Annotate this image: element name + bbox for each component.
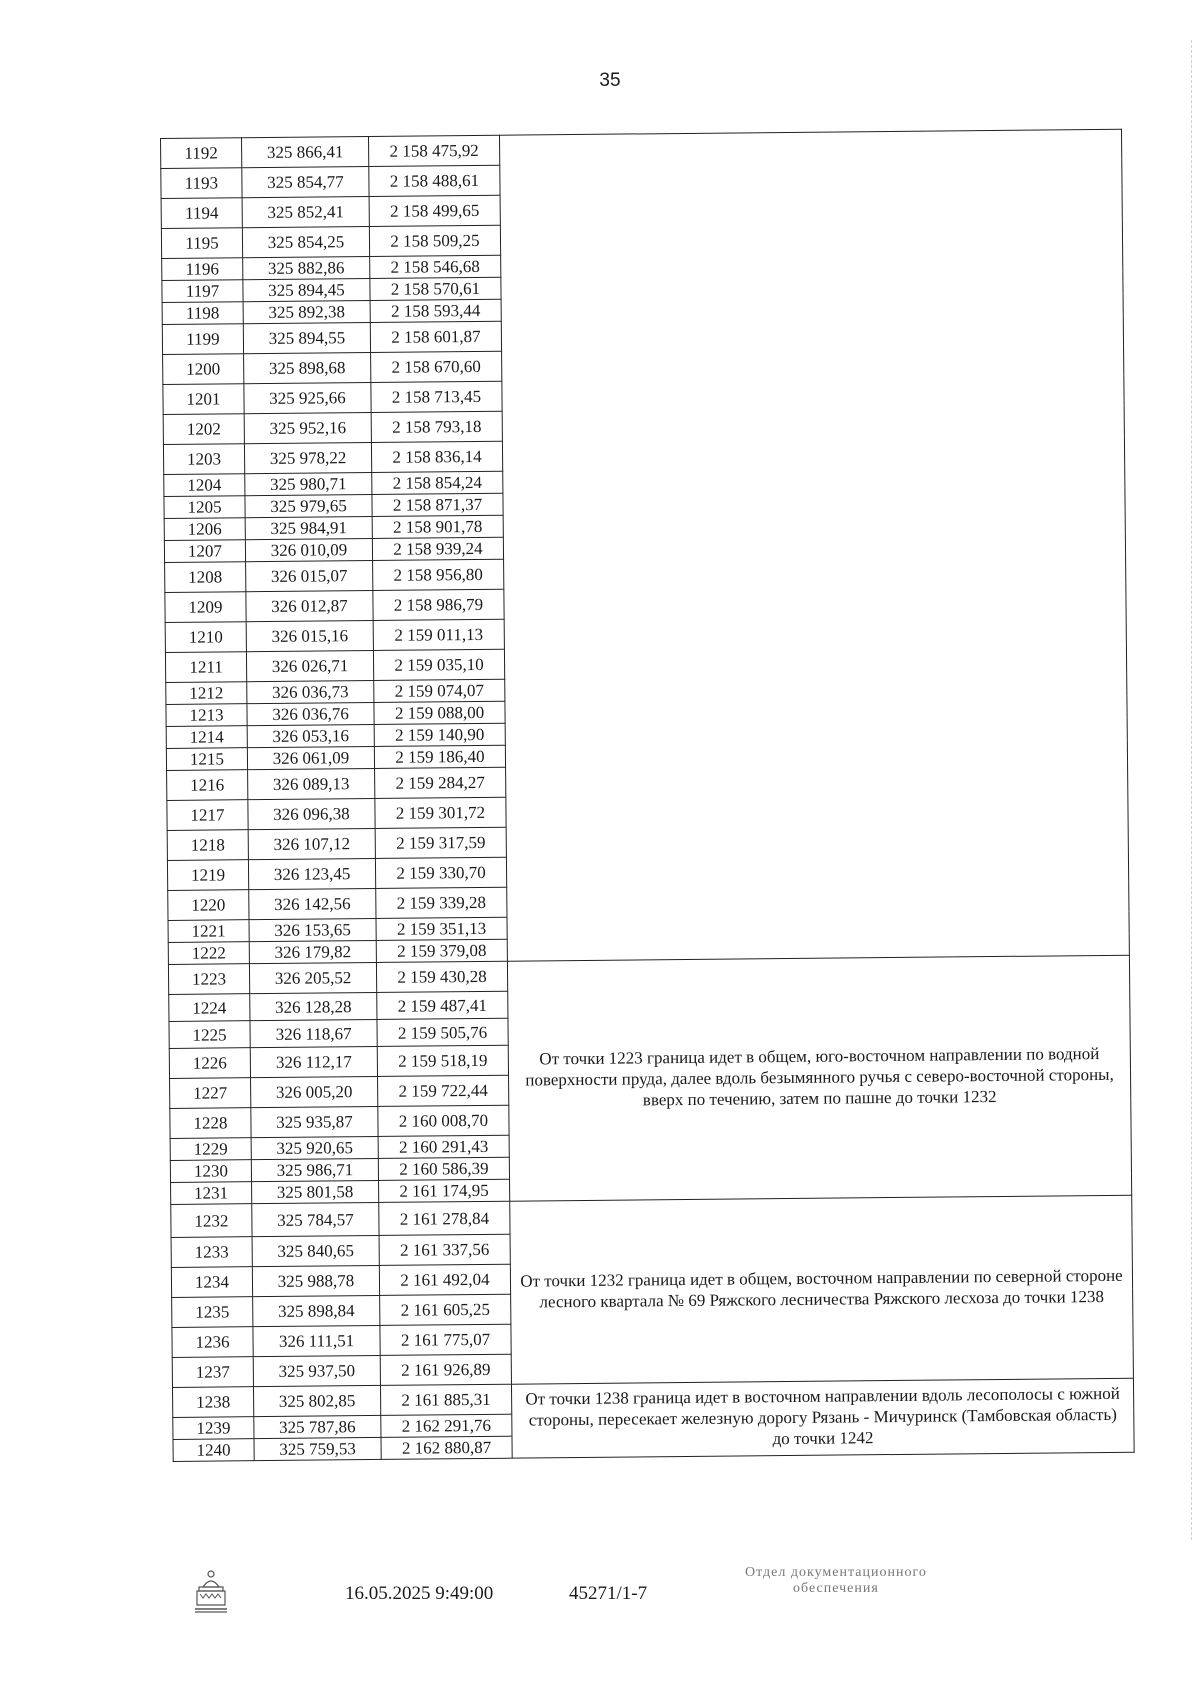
- point-number-cell: 1239: [173, 1417, 254, 1440]
- x-coordinate-cell: 326 128,28: [250, 992, 377, 1020]
- y-coordinate-cell: 2 159 088,00: [374, 701, 505, 724]
- x-coordinate-cell: 325 898,84: [253, 1295, 380, 1326]
- point-number-cell: 1213: [166, 704, 247, 727]
- point-number-cell: 1203: [163, 444, 244, 475]
- point-number-cell: 1222: [168, 942, 249, 965]
- point-number-cell: 1221: [168, 920, 249, 943]
- y-coordinate-cell: 2 158 488,61: [369, 165, 500, 196]
- y-coordinate-cell: 2 159 011,13: [373, 619, 504, 650]
- x-coordinate-cell: 326 015,07: [246, 560, 373, 591]
- x-coordinate-cell: 326 111,51: [253, 1325, 380, 1356]
- y-coordinate-cell: 2 158 854,24: [372, 471, 503, 494]
- point-number-cell: 1201: [163, 384, 244, 415]
- point-number-cell: 1231: [171, 1182, 252, 1205]
- x-coordinate-cell: 325 854,25: [242, 226, 369, 257]
- boundary-description-cell: От точки 1238 граница идет в восточном направлении вдоль лесополосы с южной стороны, пересекает железную дорогу Рязань - Мичуринск (Тамбовская область) до точки 1242: [511, 1378, 1134, 1458]
- x-coordinate-cell: 326 107,12: [248, 828, 375, 859]
- x-coordinate-cell: 326 153,65: [249, 918, 376, 941]
- y-coordinate-cell: 2 159 351,13: [376, 917, 507, 940]
- y-coordinate-cell: 2 161 492,04: [379, 1264, 510, 1295]
- x-coordinate-cell: 325 787,86: [254, 1415, 381, 1438]
- x-coordinate-cell: 325 894,45: [243, 278, 370, 301]
- point-number-cell: 1228: [170, 1108, 251, 1139]
- y-coordinate-cell: 2 158 499,65: [369, 195, 500, 226]
- point-number-cell: 1210: [165, 622, 246, 653]
- point-number-cell: 1208: [165, 562, 246, 593]
- x-coordinate-cell: 325 898,68: [244, 352, 371, 383]
- point-number-cell: 1227: [170, 1078, 251, 1109]
- point-number-cell: 1196: [162, 258, 243, 281]
- x-coordinate-cell: 325 980,71: [245, 472, 372, 495]
- y-coordinate-cell: 2 158 601,87: [370, 321, 501, 352]
- x-coordinate-cell: 326 010,09: [245, 538, 372, 561]
- x-coordinate-cell: 326 005,20: [251, 1076, 378, 1107]
- boundary-description-cell: [499, 129, 1129, 961]
- y-coordinate-cell: 2 159 317,59: [375, 827, 506, 858]
- footer-document-code: 45271/1-7: [569, 1583, 648, 1604]
- point-number-cell: 1218: [167, 830, 248, 861]
- y-coordinate-cell: 2 159 035,10: [373, 649, 504, 680]
- y-coordinate-cell: 2 161 885,31: [380, 1384, 511, 1415]
- point-number-cell: 1219: [167, 860, 248, 891]
- boundary-description-cell: От точки 1223 граница идет в общем, юго-восточном направлении по водной поверхности пруда, далее вдоль безымянного ручья с северо-восточной стороны, вверх по течению, затем по пашне до точки 1232: [507, 955, 1131, 1201]
- point-number-cell: 1237: [172, 1357, 253, 1388]
- x-coordinate-cell: 326 112,17: [250, 1046, 377, 1077]
- y-coordinate-cell: 2 159 518,19: [377, 1045, 508, 1076]
- point-number-cell: 1199: [162, 324, 243, 355]
- point-number-cell: 1200: [163, 354, 244, 385]
- x-coordinate-cell: 326 036,76: [247, 702, 374, 725]
- x-coordinate-cell: 326 089,13: [248, 768, 375, 799]
- x-coordinate-cell: 326 142,56: [249, 888, 376, 919]
- y-coordinate-cell: 2 162 291,76: [381, 1414, 512, 1437]
- y-coordinate-cell: 2 158 570,61: [370, 277, 501, 300]
- y-coordinate-cell: 2 158 871,37: [372, 493, 503, 516]
- boundary-description-cell: От точки 1232 граница идет в общем, восточном направлении по северной стороне лесного квартала № 69 Ряжского лесничества Ряжского лесхоза до точки 1238: [510, 1195, 1134, 1384]
- y-coordinate-cell: 2 158 939,24: [372, 537, 503, 560]
- x-coordinate-cell: 326 012,87: [246, 590, 373, 621]
- point-number-cell: 1198: [162, 302, 243, 325]
- table-row: [161, 129, 1122, 168]
- x-coordinate-cell: 325 984,91: [245, 516, 372, 539]
- point-number-cell: 1229: [170, 1138, 251, 1161]
- y-coordinate-cell: 2 161 337,56: [379, 1234, 510, 1265]
- point-number-cell: 1192: [161, 138, 242, 169]
- y-coordinate-cell: 2 159 430,28: [376, 961, 507, 992]
- point-number-cell: 1225: [169, 1021, 250, 1049]
- y-coordinate-cell: 2 161 775,07: [380, 1324, 511, 1355]
- x-coordinate-cell: 325 866,41: [242, 136, 369, 167]
- page-number: 35: [599, 70, 621, 91]
- point-number-cell: 1209: [165, 592, 246, 623]
- x-coordinate-cell: 326 205,52: [249, 962, 376, 993]
- point-number-cell: 1207: [164, 540, 245, 563]
- boundary-coordinates-table: [160, 129, 1135, 1462]
- point-number-cell: 1205: [164, 496, 245, 519]
- y-coordinate-cell: 2 159 505,76: [377, 1018, 508, 1046]
- point-number-cell: 1195: [161, 228, 242, 259]
- point-number-cell: 1194: [161, 198, 242, 229]
- x-coordinate-cell: 325 920,65: [251, 1136, 378, 1159]
- point-number-cell: 1223: [168, 964, 249, 995]
- x-coordinate-cell: 326 036,73: [247, 680, 374, 703]
- y-coordinate-cell: 2 159 330,70: [375, 857, 506, 888]
- x-coordinate-cell: 325 988,78: [252, 1265, 379, 1296]
- y-coordinate-cell: 2 158 546,68: [370, 255, 501, 278]
- x-coordinate-cell: 326 061,09: [247, 746, 374, 769]
- y-coordinate-cell: 2 159 339,28: [376, 887, 507, 918]
- y-coordinate-cell: 2 160 586,39: [378, 1157, 509, 1180]
- y-coordinate-cell: 2 158 793,18: [371, 411, 502, 442]
- x-coordinate-cell: 325 801,58: [252, 1180, 379, 1203]
- y-coordinate-cell: 2 159 284,27: [375, 767, 506, 798]
- y-coordinate-cell: 2 159 140,90: [374, 723, 505, 746]
- scan-edge-marks: [1185, 40, 1192, 1540]
- x-coordinate-cell: 325 979,65: [245, 494, 372, 517]
- x-coordinate-cell: 325 952,16: [244, 412, 371, 443]
- x-coordinate-cell: 326 053,16: [247, 724, 374, 747]
- point-number-cell: 1224: [169, 994, 250, 1022]
- y-coordinate-cell: 2 158 713,45: [371, 381, 502, 412]
- y-coordinate-cell: 2 161 174,95: [379, 1179, 510, 1202]
- y-coordinate-cell: 2 161 926,89: [380, 1354, 511, 1385]
- x-coordinate-cell: 326 096,38: [248, 798, 375, 829]
- x-coordinate-cell: 325 854,77: [242, 166, 369, 197]
- x-coordinate-cell: 325 935,87: [251, 1106, 378, 1137]
- point-number-cell: 1204: [164, 474, 245, 497]
- point-number-cell: 1238: [172, 1387, 253, 1418]
- x-coordinate-cell: 326 015,16: [246, 620, 373, 651]
- y-coordinate-cell: 2 160 008,70: [378, 1105, 509, 1136]
- point-number-cell: 1240: [173, 1439, 254, 1462]
- point-number-cell: 1233: [171, 1237, 252, 1268]
- point-number-cell: 1202: [163, 414, 244, 445]
- point-number-cell: 1215: [166, 748, 247, 771]
- point-number-cell: 1230: [170, 1160, 251, 1183]
- y-coordinate-cell: 2 159 722,44: [378, 1075, 509, 1106]
- y-coordinate-cell: 2 158 901,78: [372, 515, 503, 538]
- y-coordinate-cell: 2 161 278,84: [379, 1201, 510, 1235]
- department-stamp-line2: обеспечения: [793, 1581, 879, 1597]
- y-coordinate-cell: 2 161 605,25: [380, 1294, 511, 1325]
- y-coordinate-cell: 2 158 670,60: [371, 351, 502, 382]
- table-body: [161, 129, 1135, 1461]
- x-coordinate-cell: 325 978,22: [244, 442, 371, 473]
- point-number-cell: 1226: [169, 1048, 250, 1079]
- x-coordinate-cell: 325 986,71: [251, 1158, 378, 1181]
- x-coordinate-cell: 325 840,65: [252, 1235, 379, 1266]
- y-coordinate-cell: 2 162 880,87: [381, 1436, 512, 1459]
- point-number-cell: 1206: [164, 518, 245, 541]
- y-coordinate-cell: 2 160 291,43: [378, 1135, 509, 1158]
- point-number-cell: 1211: [165, 652, 246, 683]
- x-coordinate-cell: 326 026,71: [246, 650, 373, 681]
- x-coordinate-cell: 325 892,38: [243, 300, 370, 323]
- y-coordinate-cell: 2 158 986,79: [373, 589, 504, 620]
- point-number-cell: 1220: [168, 890, 249, 921]
- y-coordinate-cell: 2 159 301,72: [375, 797, 506, 828]
- x-coordinate-cell: 325 894,55: [243, 322, 370, 353]
- department-stamp: [745, 1565, 927, 1597]
- y-coordinate-cell: 2 159 487,41: [377, 991, 508, 1019]
- emblem-logo: [187, 1567, 235, 1615]
- x-coordinate-cell: 325 852,41: [242, 196, 369, 227]
- department-stamp-line1: Отдел документационного: [745, 1565, 927, 1580]
- x-coordinate-cell: 325 925,66: [244, 382, 371, 413]
- y-coordinate-cell: 2 159 074,07: [374, 679, 505, 702]
- point-number-cell: 1232: [171, 1204, 252, 1238]
- x-coordinate-cell: 325 802,85: [253, 1385, 380, 1416]
- y-coordinate-cell: 2 159 186,40: [374, 745, 505, 768]
- footer-date: 16.05.2025 9:49:00: [345, 1583, 494, 1604]
- point-number-cell: 1235: [172, 1297, 253, 1328]
- point-number-cell: 1234: [171, 1267, 252, 1298]
- point-number-cell: 1214: [166, 726, 247, 749]
- x-coordinate-cell: 326 118,67: [250, 1019, 377, 1047]
- point-number-cell: 1197: [162, 280, 243, 303]
- y-coordinate-cell: 2 158 593,44: [370, 299, 501, 322]
- x-coordinate-cell: 326 179,82: [249, 940, 376, 963]
- x-coordinate-cell: 325 784,57: [252, 1202, 379, 1236]
- point-number-cell: 1216: [167, 770, 248, 801]
- point-number-cell: 1217: [167, 800, 248, 831]
- x-coordinate-cell: 325 937,50: [253, 1355, 380, 1386]
- x-coordinate-cell: 325 882,86: [243, 256, 370, 279]
- point-number-cell: 1212: [166, 682, 247, 705]
- x-coordinate-cell: 326 123,45: [248, 858, 375, 889]
- point-number-cell: 1193: [161, 168, 242, 199]
- y-coordinate-cell: 2 158 836,14: [371, 441, 502, 472]
- y-coordinate-cell: 2 158 956,80: [373, 559, 504, 590]
- y-coordinate-cell: 2 158 475,92: [368, 135, 499, 166]
- point-number-cell: 1236: [172, 1327, 253, 1358]
- y-coordinate-cell: 2 159 379,08: [376, 939, 507, 962]
- x-coordinate-cell: 325 759,53: [254, 1437, 381, 1460]
- y-coordinate-cell: 2 158 509,25: [369, 225, 500, 256]
